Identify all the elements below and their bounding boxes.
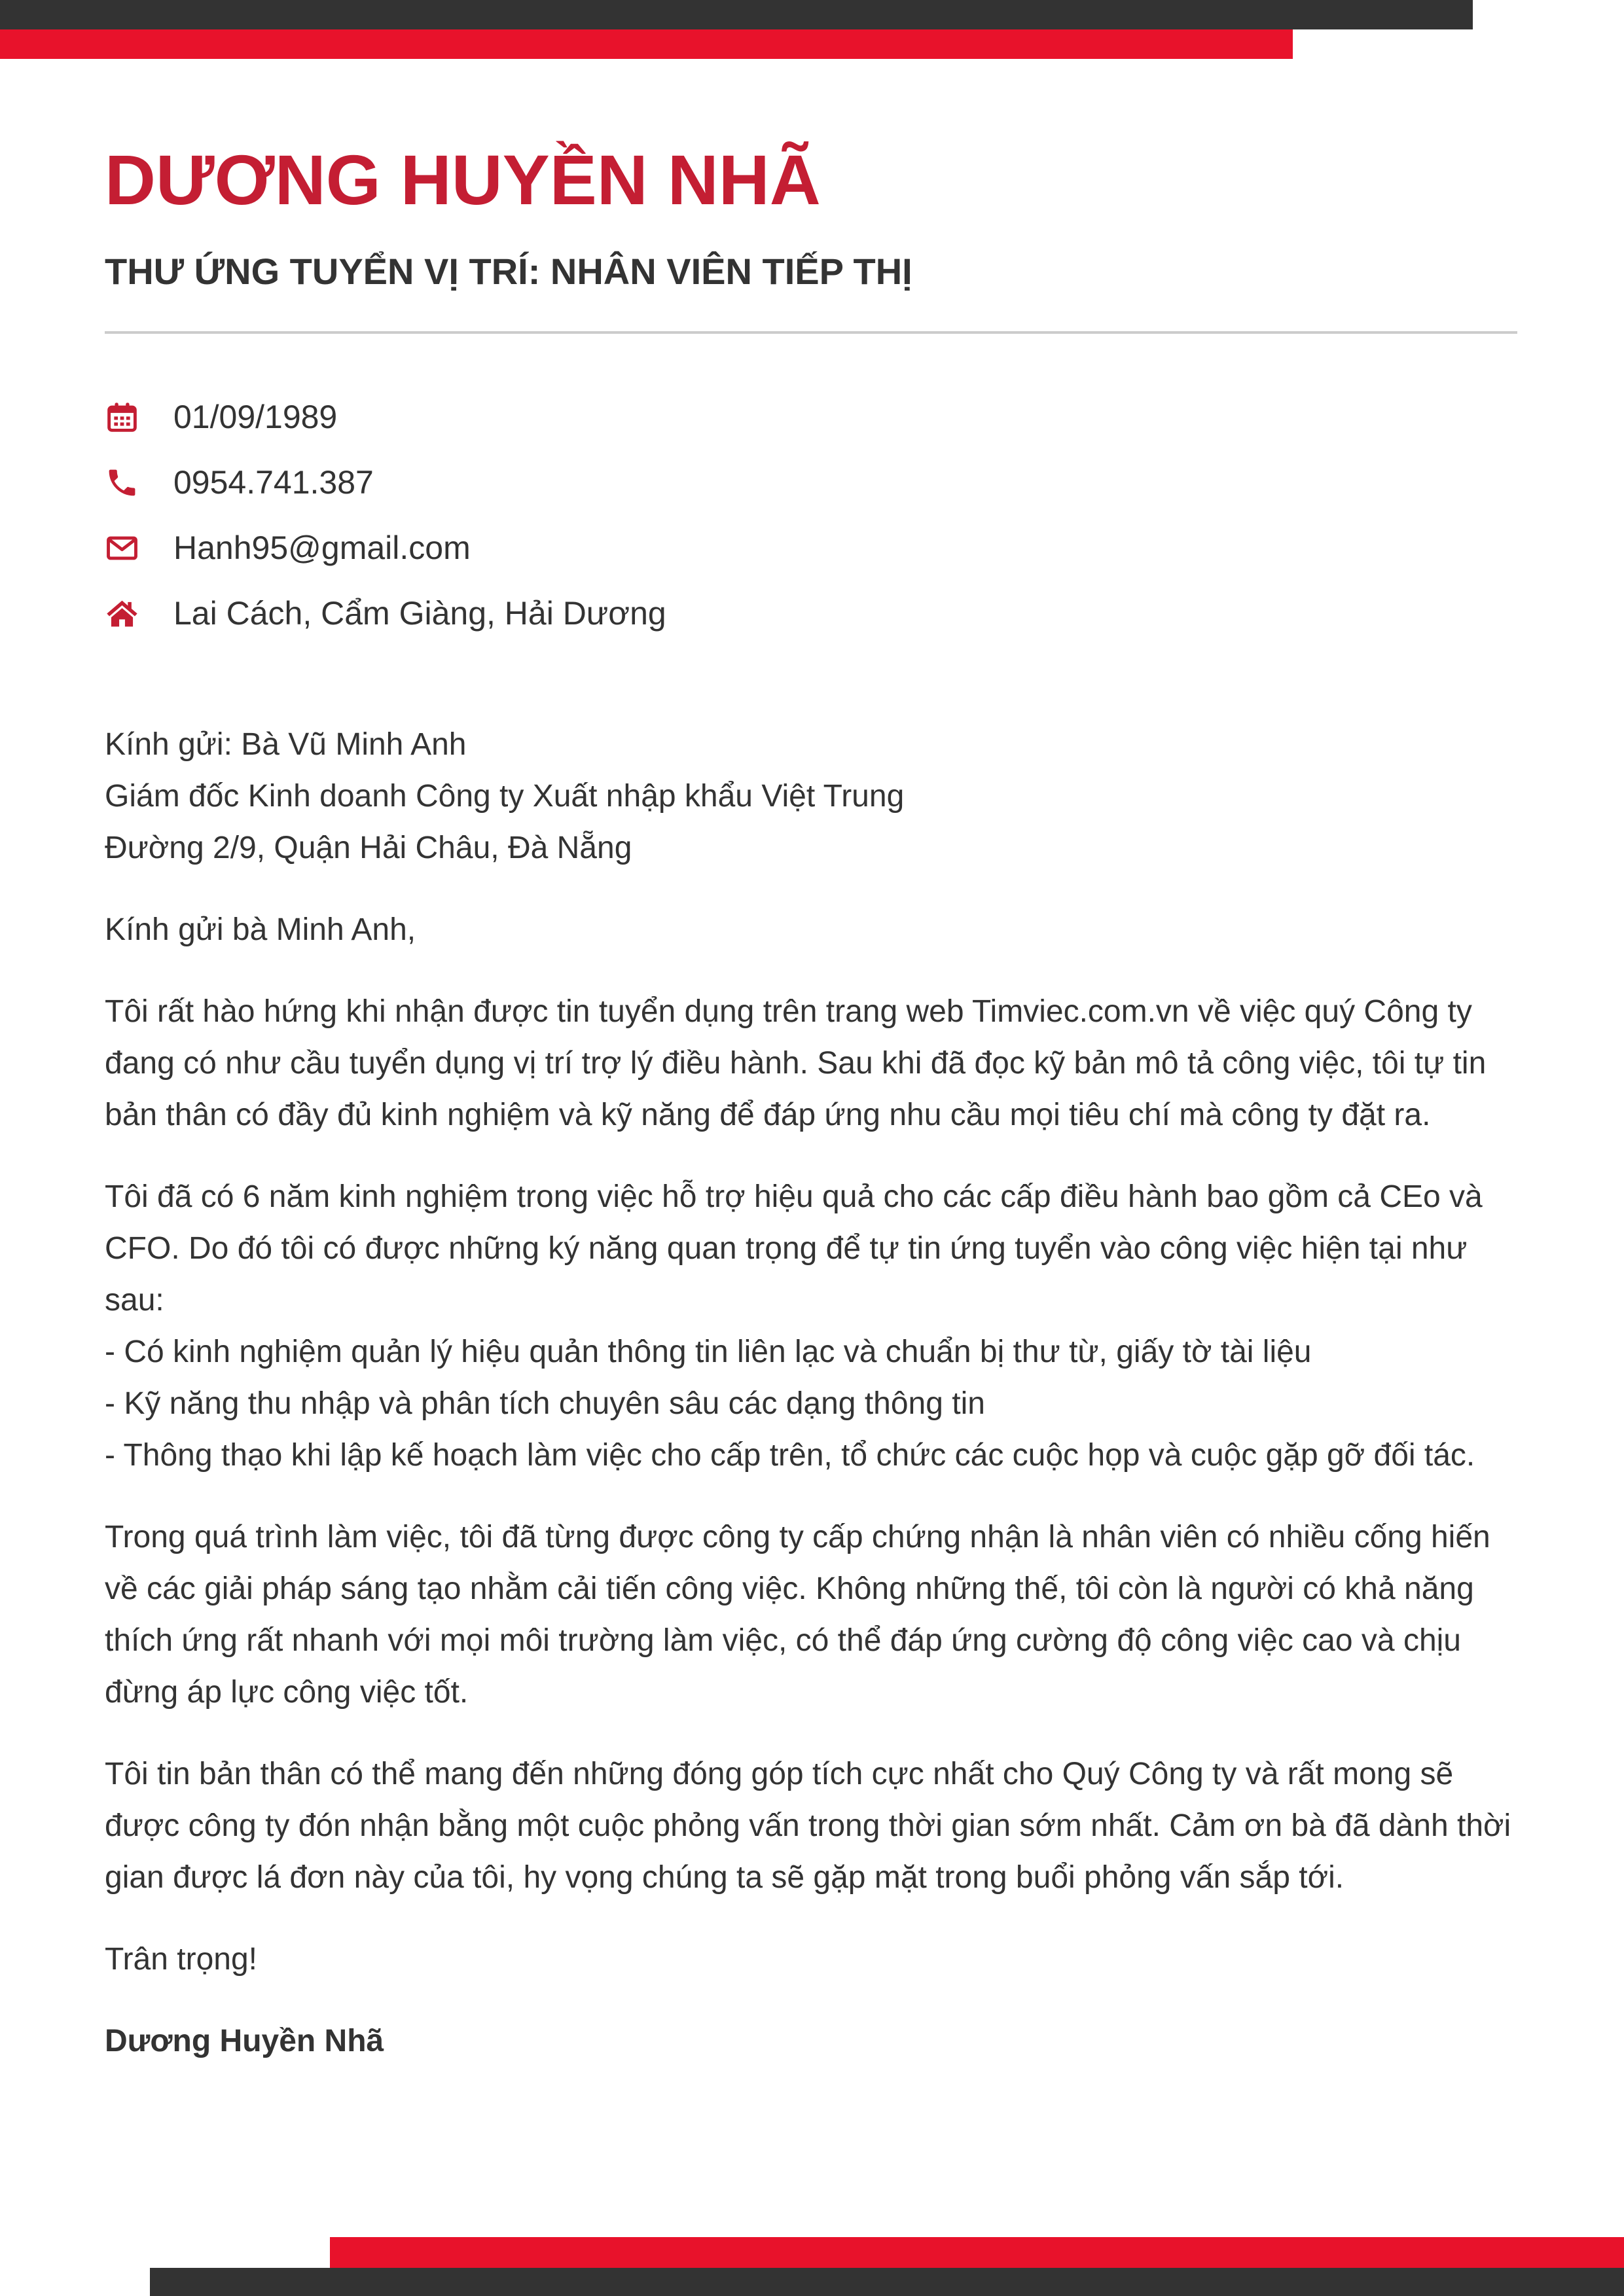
address-text: Lai Cách, Cẩm Giàng, Hải Dương: [173, 595, 666, 632]
paragraph-line: Tôi đã có 6 năm kinh nghiệm trong việc hỗ trợ hiệu quả cho các cấp điều hành bao gồm cả CEo và: [105, 1179, 1483, 1214]
phone-icon: [105, 465, 139, 500]
paragraph-line: về các giải pháp sáng tạo nhằm cải tiến công việc. Không những thế, tôi còn là người có khả năng: [105, 1571, 1474, 1606]
calendar-icon: [105, 400, 139, 435]
paragraph-line: Trong quá trình làm việc, tôi đã từng được công ty cấp chứng nhận là nhân viên có nhiều cống hiến: [105, 1520, 1490, 1554]
contact-email: [105, 515, 1283, 581]
top-red-bar: [0, 29, 1293, 59]
birthdate-text: 01/09/1989: [173, 399, 338, 435]
paragraph-intro: [105, 986, 1532, 1141]
recipient-name: Kính gửi: Bà Vũ Minh Anh: [105, 727, 467, 762]
bottom-dark-bar: [150, 2268, 1624, 2296]
skill-item: - Có kinh nghiệm quản lý hiệu quản thông tin liên lạc và chuẩn bị thư từ, giấy tờ tài liệu: [105, 1335, 1312, 1369]
signature-block: [105, 2015, 1532, 2067]
paragraph-line: sau:: [105, 1283, 164, 1318]
paragraph-achievements: [105, 1511, 1532, 1718]
paragraph-experience: [105, 1171, 1532, 1481]
header-divider: [105, 331, 1517, 334]
top-dark-bar: [0, 0, 1473, 29]
greeting-text: Kính gửi bà Minh Anh,: [105, 912, 416, 947]
paragraph-line: bản thân có đầy đủ kinh nghiệm và kỹ năng để đáp ứng nhu cầu mọi tiêu chí mà công ty đặt ra.: [105, 1098, 1431, 1132]
envelope-icon: [105, 531, 139, 565]
contact-address: [105, 581, 1283, 646]
contact-list: [105, 384, 1283, 646]
skill-item: - Thông thạo khi lập kế hoạch làm việc cho cấp trên, tổ chức các cuộc họp và cuộc gặp gỡ đối tác.: [105, 1438, 1475, 1473]
applicant-name: DƯƠNG HUYỀN NHÃ: [105, 140, 821, 219]
contact-birthdate: [105, 384, 1283, 450]
paragraph-conclusion: [105, 1748, 1532, 1903]
phone-text: 0954.741.387: [173, 464, 374, 501]
recipient-address: Đường 2/9, Quận Hải Châu, Đà Nẵng: [105, 831, 632, 865]
recipient-block: [105, 719, 1532, 874]
letter-subtitle: THƯ ỨNG TUYỂN VỊ TRÍ: NHÂN VIÊN TIẾP THỊ: [105, 251, 912, 292]
paragraph-line: thích ứng rất nhanh với mọi môi trường làm việc, có thể đáp ứng cường độ công việc cao và chịu: [105, 1623, 1461, 1658]
closing-text: Trân trọng!: [105, 1942, 257, 1977]
bottom-red-bar: [330, 2237, 1624, 2268]
recipient-title: Giám đốc Kinh doanh Công ty Xuất nhập khẩu Việt Trung: [105, 779, 905, 814]
greeting: [105, 904, 1532, 956]
paragraph-line: CFO. Do đó tôi có được những ký năng quan trọng để tự tin ứng tuyển vào công việc hiện tại như: [105, 1231, 1468, 1266]
email-text: Hanh95@gmail.com: [173, 529, 471, 566]
signature-name: Dương Huyền Nhã: [105, 2024, 384, 2058]
paragraph-line: đang có như cầu tuyển dụng vị trí trợ lý điều hành. Sau khi đã đọc kỹ bản mô tả công việc, tôi tự tin: [105, 1046, 1487, 1081]
closing: [105, 1933, 1532, 1985]
skill-item: - Kỹ năng thu nhập và phân tích chuyên sâu các dạng thông tin: [105, 1386, 985, 1421]
paragraph-line: đừng áp lực công việc tốt.: [105, 1675, 469, 1710]
paragraph-line: gian được lá đơn này của tôi, hy vọng chúng ta sẽ gặp mặt trong buổi phỏng vấn sắp tới.: [105, 1860, 1344, 1895]
paragraph-line: được công ty đón nhận bằng một cuộc phỏng vấn trong thời gian sớm nhất. Cảm ơn bà đã dành thời: [105, 1808, 1511, 1843]
paragraph-line: Tôi tin bản thân có thể mang đến những đóng góp tích cực nhất cho Quý Công ty và rất mong sẽ: [105, 1757, 1454, 1791]
paragraph-line: Tôi rất hào hứng khi nhận được tin tuyển dụng trên trang web Timviec.com.vn về việc quý Công ty: [105, 994, 1472, 1029]
contact-phone: [105, 450, 1283, 515]
letter-body: [105, 719, 1532, 2097]
home-icon: [105, 596, 139, 631]
